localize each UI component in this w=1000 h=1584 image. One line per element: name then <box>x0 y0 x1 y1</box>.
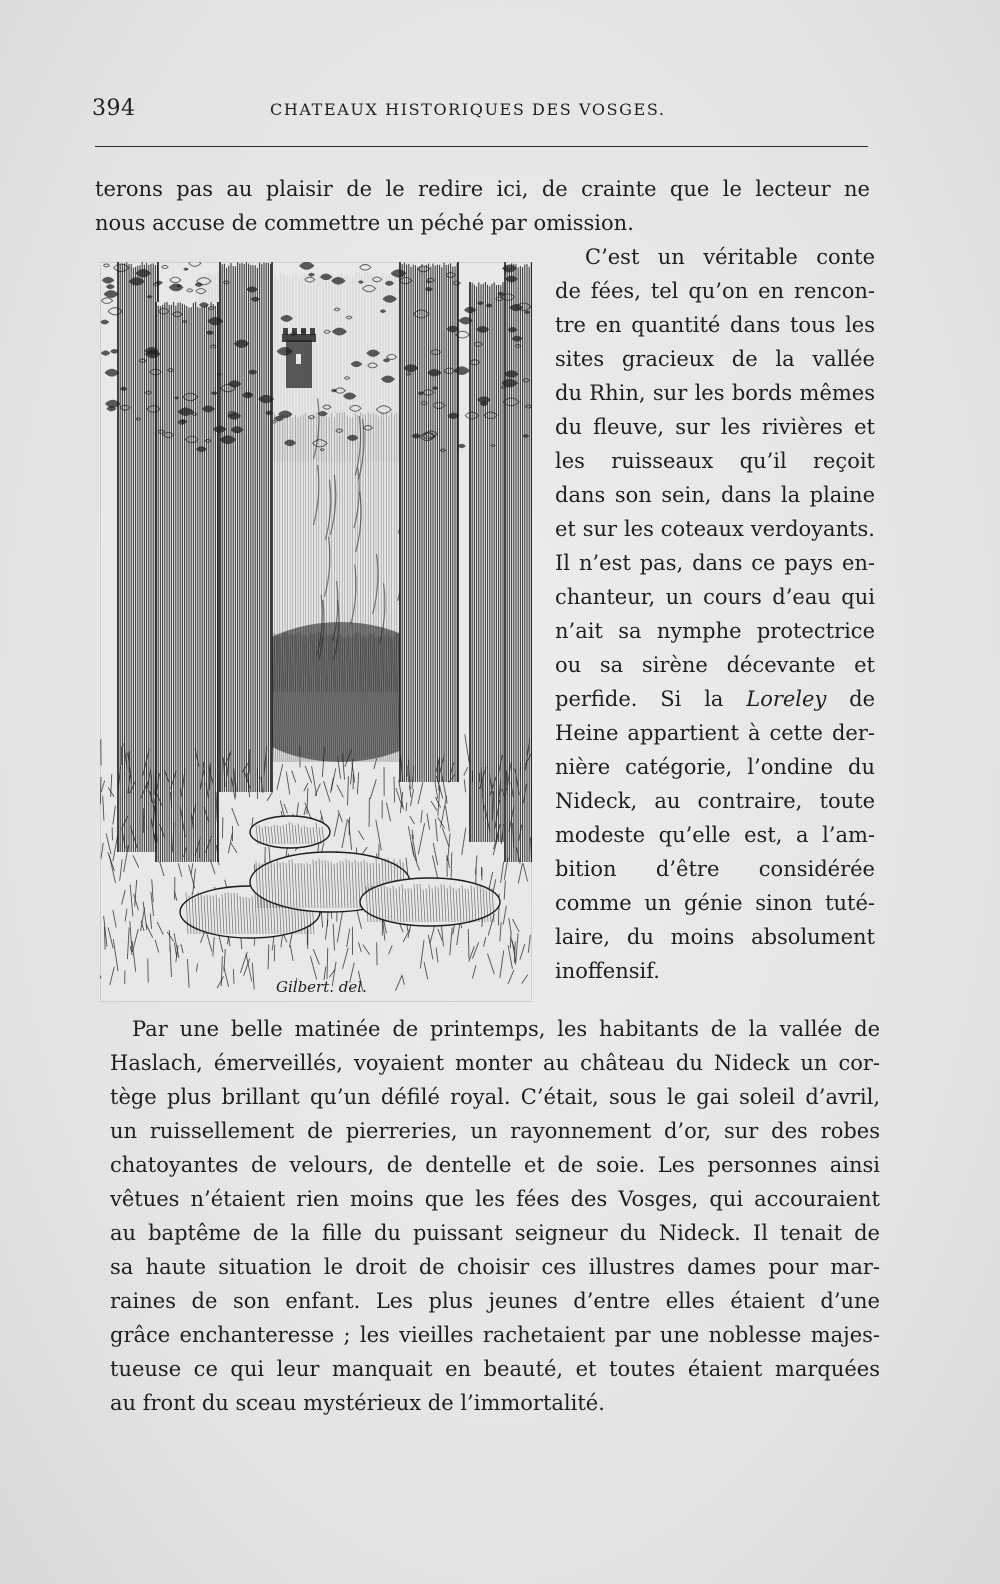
text-line: Haslach, émerveillés, voyaient monter au château du Nideck un cor- <box>110 1051 880 1075</box>
text-line: au baptême de la fille du puissant seigneur du Nideck. Il tenait de <box>110 1221 880 1245</box>
text-line: de fées, tel qu’on en rencon- <box>555 279 875 303</box>
text-line: Par une belle matinée de printemps, les habitants de la vallée de <box>132 1017 880 1041</box>
text-line: nière catégorie, l’ondine du <box>555 755 875 779</box>
text-line: nous accuse de commettre un péché par omission. <box>95 211 634 235</box>
text-fragment: perfide. Si la <box>555 687 747 711</box>
emphasized-word: Loreley <box>746 687 827 711</box>
text-line: n’ait sa nymphe protectrice <box>555 619 875 643</box>
text-line: un ruissellement de pierreries, un rayonnement d’or, sur des robes <box>110 1119 880 1143</box>
text-fragment: de <box>826 687 875 711</box>
running-header <box>92 96 872 126</box>
text-line: tre en quantité dans tous les <box>555 313 875 337</box>
text-line: comme un génie sinon tuté- <box>555 891 875 915</box>
text-line: chanteur, un cours d’eau qui <box>555 585 875 609</box>
text-line: les ruisseaux qu’il reçoit <box>555 449 875 473</box>
text-line-with-emphasis <box>555 682 875 716</box>
text-line: sa haute situation le droit de choisir ces illustres dames pour mar- <box>110 1255 880 1279</box>
text-line: modeste qu’elle est, a l’am- <box>555 823 875 847</box>
forest-engraving <box>100 262 532 1002</box>
text-line: bition d’être considérée <box>555 857 875 881</box>
text-line: raines de son enfant. Les plus jeunes d’entre elles étaient d’une <box>110 1289 880 1313</box>
text-line: terons pas au plaisir de le redire ici, de crainte que le lecteur ne <box>95 177 870 201</box>
illustration-signature: Gilbert. del. <box>276 978 367 996</box>
text-line: Nideck, au contraire, toute <box>555 789 875 813</box>
text-line: et sur les coteaux verdoyants. <box>555 517 875 541</box>
text-line: tueuse ce qui leur manquait en beauté, et toutes étaient marquées <box>110 1357 880 1381</box>
text-line: inoffensif. <box>555 959 660 983</box>
text-line: C’est un véritable conte <box>585 245 875 269</box>
main-paragraph <box>110 1012 880 1420</box>
text-line: sites gracieux de la vallée <box>555 347 875 371</box>
text-line: du Rhin, sur les bords mêmes <box>555 381 875 405</box>
intro-paragraph <box>95 172 870 240</box>
text-line: au front du sceau mystérieux de l’immortalité. <box>110 1391 605 1415</box>
text-line: dans son sein, dans la plaine <box>555 483 875 507</box>
page-number: 394 <box>92 96 136 121</box>
text-line: ou sa sirène décevante et <box>555 653 875 677</box>
engraving-svg <box>100 262 532 1002</box>
text-line: vêtues n’étaient rien moins que les fées des Vosges, qui accouraient <box>110 1187 880 1211</box>
side-paragraph <box>555 240 875 988</box>
text-line: du fleuve, sur les rivières et <box>555 415 875 439</box>
text-line: tège plus brillant qu’un défilé royal. C’était, sous le gai soleil d’avril, <box>110 1085 880 1109</box>
header-rule <box>95 146 868 147</box>
text-line: Il n’est pas, dans ce pays en- <box>555 551 875 575</box>
running-title: CHATEAUX HISTORIQUES DES VOSGES. <box>270 100 666 119</box>
text-line: grâce enchanteresse ; les vieilles rachetaient par une noblesse majes- <box>110 1323 880 1347</box>
text-line: chatoyantes de velours, de dentelle et de soie. Les personnes ainsi <box>110 1153 880 1177</box>
text-line: laire, du moins absolument <box>555 925 875 949</box>
text-line: Heine appartient à cette der- <box>555 721 875 745</box>
